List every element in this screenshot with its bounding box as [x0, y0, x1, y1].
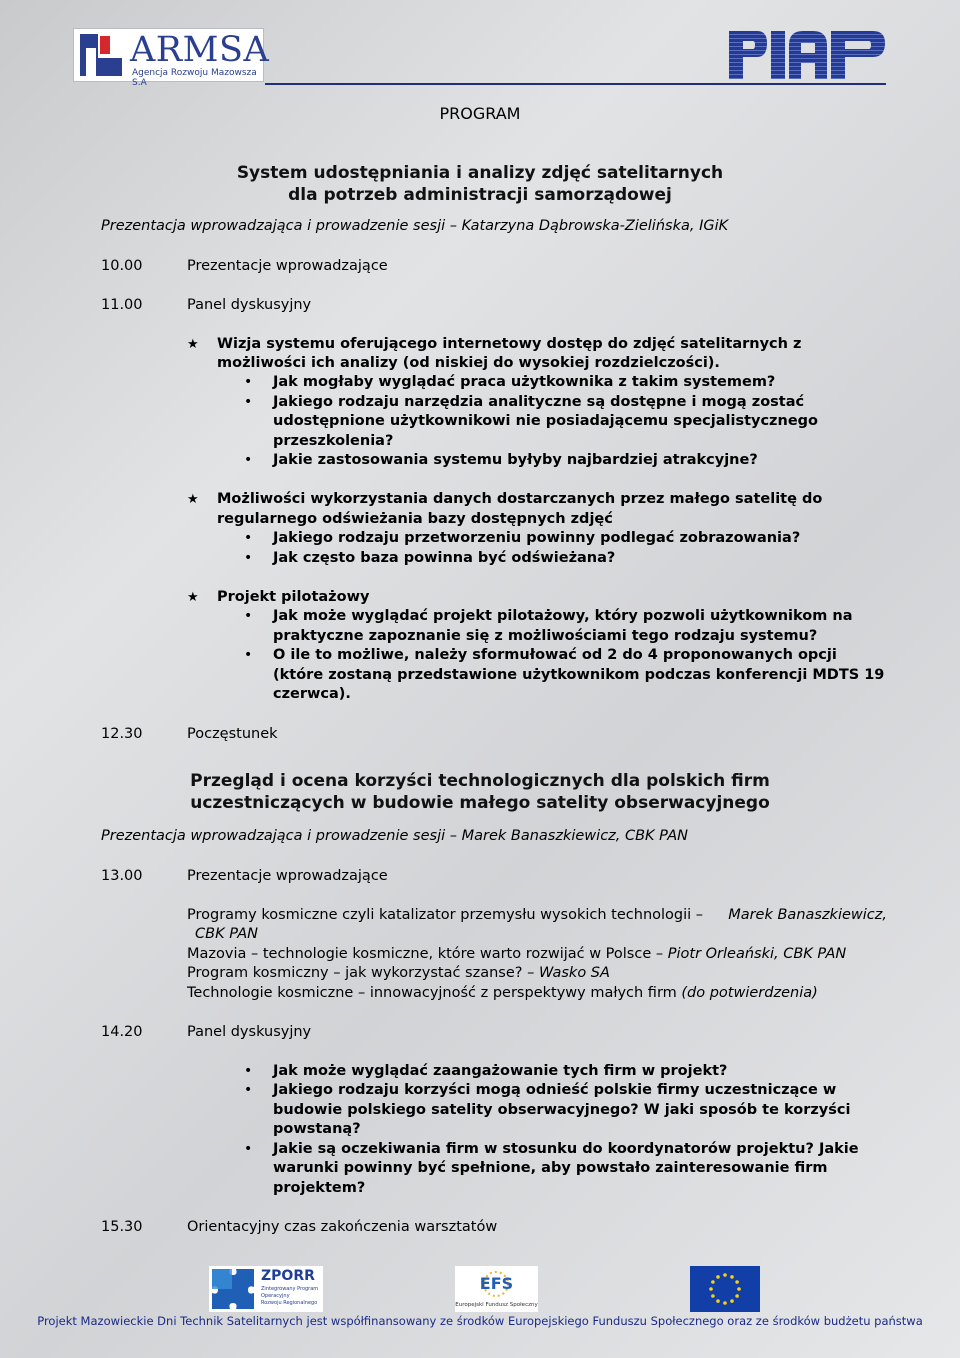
topic-line: możliwości ich analizy (od niskiej do wysokiej rozdzielczości). [217, 355, 720, 371]
bullet-line: budowie polskiego satelity obserwacyjnego? W jaki sposób te korzyści [273, 1102, 851, 1118]
eu-star [716, 1299, 720, 1303]
zporr-subtitle [261, 1286, 318, 1307]
talk-title: Mazovia – technologie kosmiczne, które warto rozwijać w Polsce – [187, 946, 664, 962]
schedule-time: 11.00 [101, 297, 143, 313]
bullet-line: Jak mogłaby wyglądać praca użytkownika z takim systemem? [273, 374, 776, 390]
bullet-icon: • [244, 1063, 253, 1079]
bullet-line: Jak często baza powinna być odświeżana? [273, 550, 616, 566]
efs-name: EFS [479, 1274, 514, 1293]
topic-line: regularnego odświeżania bazy dostępnych zdjęć [217, 511, 613, 527]
talk-author: CBK PAN [195, 926, 258, 942]
bullet-icon: • [244, 1082, 253, 1098]
schedule-time: 15.30 [101, 1219, 143, 1235]
talk-note: (do potwierdzenia) [681, 985, 818, 1001]
bullet-line: praktyczne zapoznanie się z możliwościami tego rodzaju systemu? [273, 628, 818, 644]
bullet-icon: • [244, 1141, 253, 1157]
zporr-logo [209, 1266, 323, 1312]
talk-item [187, 964, 887, 984]
schedule-label: Panel dyskusyjny [187, 297, 312, 313]
bullet-icon: • [244, 394, 253, 410]
schedule-time: 14.20 [101, 1024, 143, 1040]
zporr-name: ZPORR [261, 1268, 315, 1284]
session2-title-line2: uczestniczących w budowie małego satelity obserwacyjnego [190, 793, 770, 813]
session2-title-line1: Przegląd i ocena korzyści technologicznych dla polskich firm [190, 771, 770, 791]
talk-title: Program kosmiczny – jak wykorzystać szanse? – [187, 965, 535, 981]
eu-star [711, 1294, 715, 1298]
bullet-line: Jakiego rodzaju narzędzia analityczne są dostępne i mogą zostać [273, 394, 805, 410]
bullet-line: powstaną? [273, 1121, 361, 1137]
schedule-time: 10.00 [101, 258, 143, 274]
efs-logo [455, 1266, 538, 1312]
bullet-line: warunki powinny być spełnione, aby powstało zainteresowanie firm [273, 1160, 828, 1176]
bullet-icon: • [244, 374, 253, 390]
schedule-time: 12.30 [101, 726, 143, 742]
talk-author: Marek Banaszkiewicz, [728, 907, 887, 923]
piap-logo [729, 31, 885, 81]
bullet-line: Jakie zastosowania systemu byłyby najbardziej atrakcyjne? [273, 452, 758, 468]
eu-star [735, 1294, 739, 1298]
bullet-line: przeszkolenia? [273, 433, 394, 449]
program-title: PROGRAM [439, 104, 521, 123]
bullet-icon: • [244, 530, 253, 546]
armsa-name: ARMSA [130, 30, 270, 70]
bullet-line: czerwca). [273, 686, 351, 702]
bullet-line: projektem? [273, 1180, 366, 1196]
bullet-line: Jakiego rodzaju przetworzeniu powinny podlegać zobrazowania? [273, 530, 801, 546]
eu-star [730, 1275, 734, 1279]
session1-title-line2: dla potrzeb administracji samorządowej [288, 185, 672, 205]
schedule-label: Panel dyskusyjny [187, 1024, 312, 1040]
schedule-label: Prezentacje wprowadzające [187, 868, 388, 884]
armsa-subtitle: Agencja Rozwoju Mazowsza S.A [132, 68, 257, 88]
eu-star [723, 1301, 727, 1305]
bullet-line: O ile to możliwe, należy sformułować od 2 do 4 proponowanych opcji [273, 647, 837, 663]
schedule-label: Poczęstunek [187, 726, 278, 742]
zporr-subtitle-line: Rozwoju Regionalnego [261, 1300, 318, 1306]
topic-line: Projekt pilotażowy [217, 589, 370, 605]
star-bullet-icon: ★ [187, 492, 199, 507]
zporr-subtitle-line: Operacyjny [261, 1293, 290, 1299]
puzzle-icon [210, 1267, 256, 1311]
talk-item [187, 984, 887, 1004]
talk-author: Wasko SA [538, 965, 610, 981]
efs-subtitle: Europejski Fundusz Społeczny [455, 1302, 538, 1308]
talk-author: Piotr Orleański, CBK PAN [667, 946, 847, 962]
star-bullet-icon: ★ [187, 337, 199, 352]
talk-title: Programy kosmiczne czyli katalizator przemysłu wysokich technologii – [187, 907, 704, 923]
bullet-line: (które zostaną przedstawione użytkownikom podczas konferencji MDTS 19 [273, 667, 885, 683]
schedule-time: 13.00 [101, 868, 143, 884]
session2-intro: Prezentacja wprowadzająca i prowadzenie sesji – Marek Banaszkiewicz, CBK PAN [101, 828, 688, 844]
eu-flag-icon [690, 1266, 760, 1312]
star-bullet-icon: ★ [187, 590, 199, 605]
schedule-label: Prezentacje wprowadzające [187, 258, 388, 274]
eu-star [730, 1299, 734, 1303]
session1-intro: Prezentacja wprowadzająca i prowadzenie sesji – Katarzyna Dąbrowska-Zielińska, IGiK [101, 218, 729, 234]
eu-star [709, 1287, 713, 1291]
bullet-line: udostępnione użytkownikowi nie posiadającemu specjalistycznego [273, 413, 818, 429]
eu-star [735, 1280, 739, 1284]
eu-star [716, 1275, 720, 1279]
bullet-line: Jakie są oczekiwania firm w stosunku do koordynatorów projektu? Jakie [273, 1141, 859, 1157]
bullet-line: Jakiego rodzaju korzyści mogą odnieść polskie firmy uczestniczące w [273, 1082, 837, 1098]
bullet-icon: • [244, 608, 253, 624]
bullet-icon: • [244, 550, 253, 566]
eu-star [723, 1273, 727, 1277]
topic-line: Możliwości wykorzystania danych dostarczanych przez małego satelitę do [217, 491, 823, 507]
topic-line: Wizja systemu oferującego internetowy dostęp do zdjęć satelitarnych z [217, 336, 802, 352]
bullet-icon: • [244, 647, 253, 663]
talk-item [187, 945, 887, 965]
schedule-label: Orientacyjny czas zakończenia warsztatów [187, 1219, 498, 1235]
bullet-icon: • [244, 452, 253, 468]
armsa-mark-icon [80, 34, 122, 76]
footer-text: Projekt Mazowieckie Dni Technik Satelitarnych jest współfinansowany ze środków Europejskiego Funduszu Społecznego oraz ze środków budżetu państwa [37, 1314, 923, 1328]
eu-star [711, 1280, 715, 1284]
zporr-subtitle-line: Zintegrowany Program [261, 1286, 319, 1292]
eu-star [737, 1287, 741, 1291]
armsa-logo [73, 28, 270, 88]
header-rule [265, 83, 886, 85]
bullet-line: Jak może wyglądać projekt pilotażowy, który pozwoli użytkownikom na [273, 608, 853, 624]
talk-title: Technologie kosmiczne – innowacyjność z perspektywy małych firm [187, 985, 677, 1001]
talk-item [187, 906, 887, 926]
session1-title-line1: System udostępniania i analizy zdjęć satelitarnych [236, 163, 724, 183]
bullet-line: Jak może wyglądać zaangażowanie tych firm w projekt? [273, 1063, 728, 1079]
